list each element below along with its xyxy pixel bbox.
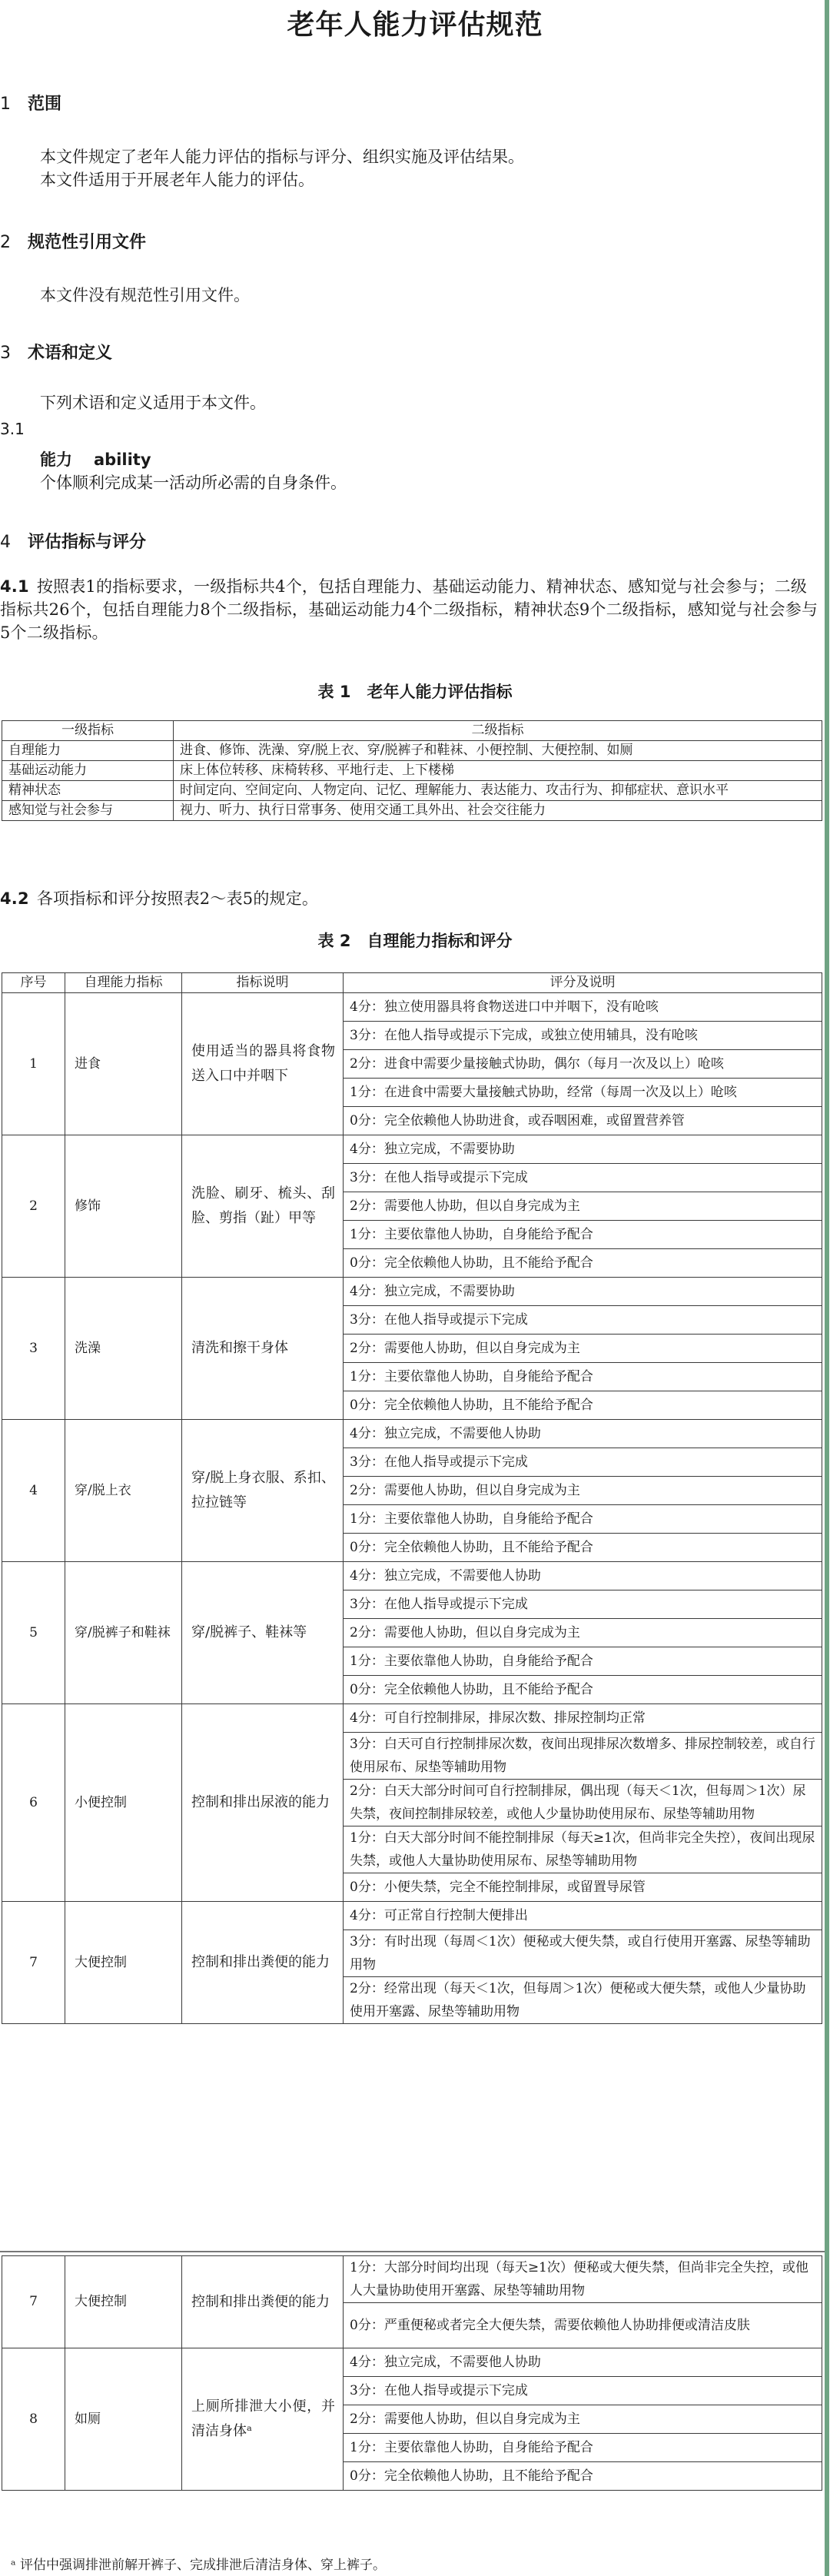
- table-2-caption: 表 2 自理能力指标和评分: [317, 932, 513, 950]
- score-cell: 1分：在进食中需要大量接触式协助，经常（每周一次及以上）呛咳: [344, 1079, 822, 1107]
- clause-number: 4.2: [0, 889, 29, 908]
- score-cell: 0分：完全依赖他人协助，且不能给予配合: [344, 1391, 822, 1420]
- score-cell: 1分：主要依靠他人协助，自身能给予配合: [344, 1363, 822, 1391]
- score-cell: 3分：在他人指导或提示下完成，或独立使用辅具，没有呛咳: [344, 1022, 822, 1050]
- row-number-cell: 4: [2, 1420, 65, 1562]
- score-cell: 1分：主要依靠他人协助，自身能给予配合: [344, 1505, 822, 1534]
- score-cell: 2分：白天大部分时间可自行控制排尿，偶出现（每天＜1次，但每周＞1次）尿失禁，夜间控制排尿较差，或他人少量协助使用尿布、尿垫等辅助用物: [344, 1780, 822, 1826]
- table-1-caption: 表 1 老年人能力评估指标: [317, 683, 513, 701]
- table-cell: 进食、修饰、洗澡、穿/脱上衣、穿/脱裤子和鞋袜、小便控制、大便控制、如厕: [174, 741, 822, 761]
- table-cell: 基础运动能力: [2, 761, 174, 781]
- score-cell: 2分：需要他人协助，但以自身完成为主: [344, 1335, 822, 1363]
- score-cell: 0分：小便失禁，完全不能控制排尿，或留置导尿管: [344, 1873, 822, 1902]
- section-number: 2: [0, 233, 11, 252]
- score-cell: 3分：在他人指导或提示下完成: [344, 1590, 822, 1619]
- score-cell: 4分：独立使用器具将食物送进口中并咽下，没有呛咳: [344, 993, 822, 1022]
- table-row: [2, 1562, 822, 1590]
- indicator-cell: 大便控制: [65, 1902, 182, 2024]
- section-2-paragraph: 本文件没有规范性引用文件。: [40, 286, 250, 304]
- score-cell: 3分：白天可自行控制排尿次数，夜间出现排尿次数增多、排尿控制较差，或自行使用尿布、尿垫等辅助用物: [344, 1733, 822, 1780]
- score-cell: 1分：主要依靠他人协助，自身能给予配合: [344, 1221, 822, 1249]
- table-row: [2, 761, 822, 781]
- table-cell: 视力、听力、执行日常事务、使用交通工具外出、社会交往能力: [174, 801, 822, 821]
- score-cell: 4分：独立完成，不需要他人协助: [344, 1562, 822, 1590]
- section-1-paragraph-1: 本文件规定了老年人能力评估的指标与评分、组织实施及评估结果。: [40, 148, 524, 166]
- indicator-cell: 穿/脱裤子和鞋袜: [65, 1562, 182, 1704]
- score-cell: 2分：经常出现（每天＜1次，但每周＞1次）便秘或大便失禁，或他人少量协助使用开塞露、尿垫等辅助用物: [344, 1977, 822, 2024]
- section-number: 3: [0, 344, 11, 363]
- term-english: ability: [94, 450, 151, 469]
- score-cell: 2分：需要他人协助，但以自身完成为主: [344, 1192, 822, 1221]
- score-cell: 2分：需要他人协助，但以自身完成为主: [344, 1619, 822, 1647]
- score-cell: 4分：独立完成，不需要协助: [344, 1135, 822, 1164]
- score-cell: 4分：独立完成，不需要他人协助: [344, 1420, 822, 1448]
- paragraph-4-2: [0, 887, 821, 910]
- score-cell: 4分：独立完成，不需要他人协助: [344, 2348, 822, 2377]
- score-cell: 3分：在他人指导或提示下完成: [344, 1306, 822, 1335]
- table-cell: 床上体位转移、床椅转移、平地行走、上下楼梯: [174, 761, 822, 781]
- table-2: [2, 972, 822, 2024]
- table-row: [2, 2256, 822, 2303]
- paragraph-4-1: [0, 575, 821, 644]
- section-title: 范围: [28, 95, 62, 114]
- term-ability: [40, 447, 151, 470]
- score-cell: 2分：需要他人协助，但以自身完成为主: [344, 2405, 822, 2434]
- score-cell: 0分：完全依赖他人协助，且不能给予配合: [344, 1249, 822, 1278]
- table-header-row: [2, 721, 822, 741]
- section-1-heading: [0, 91, 61, 115]
- score-cell: 0分：完全依赖他人协助，且不能给予配合: [344, 1534, 822, 1562]
- row-number-cell: 7: [2, 1902, 65, 2024]
- table-footnote: ᵃ 评估中强调排泄前解开裤子、完成排泄后清洁身体、穿上裤子。: [11, 2558, 386, 2573]
- clause-text: 各项指标和评分按照表2～表5的规定。: [36, 889, 319, 908]
- table-cell: 自理能力: [2, 741, 174, 761]
- row-number-cell: 3: [2, 1278, 65, 1420]
- table-row: [2, 1135, 822, 1164]
- section-title: 规范性引用文件: [28, 233, 147, 252]
- table-row: [2, 1420, 822, 1448]
- subsection-3-1-number: 3.1: [0, 420, 25, 438]
- score-cell: 1分：大部分时间均出现（每天≥1次）便秘或大便失禁，但尚非完全失控，或他人大量协助使用开塞露、尿垫等辅助用物: [344, 2256, 822, 2303]
- score-cell: 3分：有时出现（每周＜1次）便秘或大便失禁，或自行使用开塞露、尿垫等辅助用物: [344, 1930, 822, 1977]
- score-cell: 0分：完全依赖他人协助，且不能给予配合: [344, 2462, 822, 2491]
- table-cell: 精神状态: [2, 781, 174, 801]
- table-header-cell: 评分及说明: [344, 973, 822, 993]
- score-cell: 3分：在他人指导或提示下完成: [344, 1164, 822, 1192]
- section-title: 术语和定义: [28, 344, 113, 363]
- table-row: [2, 1278, 822, 1306]
- indicator-cell: 如厕: [65, 2348, 182, 2491]
- score-cell: 0分：严重便秘或者完全大便失禁，需要依赖他人协助排便或清洁皮肤: [344, 2303, 822, 2348]
- row-number-cell: 6: [2, 1704, 65, 1902]
- table-row: [2, 1902, 822, 1930]
- score-cell: 2分：进食中需要少量接触式协助，偶尔（每月一次及以上）呛咳: [344, 1050, 822, 1079]
- indicator-cell: 穿/脱上衣: [65, 1420, 182, 1562]
- score-cell: 0分：完全依赖他人协助进食，或吞咽困难，或留置营养管: [344, 1107, 822, 1135]
- table-row: [2, 2348, 822, 2377]
- indicator-description-cell: 控制和排出尿液的能力: [182, 1704, 344, 1902]
- row-number-cell: 7: [2, 2256, 65, 2348]
- score-cell: 1分：白天大部分时间不能控制排尿（每天≥1次，但尚非完全失控），夜间出现尿失禁，或他人大量协助使用尿布、尿垫等辅助用物: [344, 1826, 822, 1873]
- table-header-cell: 序号: [2, 973, 65, 993]
- document-title: 老年人能力评估规范: [287, 9, 543, 41]
- score-cell: 4分：独立完成，不需要协助: [344, 1278, 822, 1306]
- section-3-paragraph: 下列术语和定义适用于本文件。: [40, 394, 266, 412]
- indicator-cell: 洗澡: [65, 1278, 182, 1420]
- table-row: [2, 781, 822, 801]
- row-number-cell: 2: [2, 1135, 65, 1278]
- indicator-description-cell: 清洗和擦干身体: [182, 1278, 344, 1420]
- score-cell: 2分：需要他人协助，但以自身完成为主: [344, 1477, 822, 1505]
- section-1-paragraph-2: 本文件适用于开展老年人能力的评估。: [40, 171, 314, 189]
- indicator-description-cell: 洗脸、刷牙、梳头、刮脸、剪指（趾）甲等: [182, 1135, 344, 1278]
- table-header-cell: 二级指标: [174, 721, 822, 741]
- indicator-cell: 大便控制: [65, 2256, 182, 2348]
- indicator-description-cell: 控制和排出粪便的能力: [182, 1902, 344, 2024]
- score-cell: 3分：在他人指导或提示下完成: [344, 2377, 822, 2405]
- indicator-description-cell: 穿/脱上身衣服、系扣、拉拉链等: [182, 1420, 344, 1562]
- row-number-cell: 8: [2, 2348, 65, 2491]
- table-header-cell: 指标说明: [182, 973, 344, 993]
- section-2-heading: [0, 229, 146, 253]
- table-header-cell: 一级指标: [2, 721, 174, 741]
- clause-number: 4.1: [0, 577, 29, 596]
- section-4-heading: [0, 529, 146, 553]
- indicator-description-cell: 使用适当的器具将食物送入口中并咽下: [182, 993, 344, 1135]
- indicator-cell: 进食: [65, 993, 182, 1135]
- score-cell: 0分：完全依赖他人协助，且不能给予配合: [344, 1676, 822, 1704]
- term-definition: 个体顺利完成某一活动所必需的自身条件。: [40, 474, 347, 492]
- indicator-cell: 小便控制: [65, 1704, 182, 1902]
- page-edge-bar: [825, 0, 829, 2576]
- score-cell: 1分：主要依靠他人协助，自身能给予配合: [344, 2434, 822, 2462]
- table-cell: 时间定向、空间定向、人物定向、记忆、理解能力、表达能力、攻击行为、抑郁症状、意识水平: [174, 781, 822, 801]
- table-row: [2, 993, 822, 1022]
- score-cell: 1分：主要依靠他人协助，自身能给予配合: [344, 1647, 822, 1676]
- table-header-cell: 自理能力指标: [65, 973, 182, 993]
- table-row: [2, 1704, 822, 1733]
- score-cell: 3分：在他人指导或提示下完成: [344, 1448, 822, 1477]
- section-3-heading: [0, 340, 112, 364]
- indicator-cell: 修饰: [65, 1135, 182, 1278]
- score-cell: 4分：可正常自行控制大便排出: [344, 1902, 822, 1930]
- section-number: 1: [0, 95, 11, 114]
- term-chinese: 能力: [40, 450, 72, 469]
- indicator-description-cell: 上厕所排泄大小便，并清洁身体ᵃ: [182, 2348, 344, 2491]
- score-cell: 4分：可自行控制排尿，排尿次数、排尿控制均正常: [344, 1704, 822, 1733]
- page-break-divider: [0, 2251, 825, 2252]
- table-row: [2, 801, 822, 821]
- row-number-cell: 1: [2, 993, 65, 1135]
- indicator-description-cell: 控制和排出粪便的能力: [182, 2256, 344, 2348]
- table-1: [2, 720, 822, 821]
- table-header-row: [2, 973, 822, 993]
- row-number-cell: 5: [2, 1562, 65, 1704]
- table-2-continued: [2, 2255, 822, 2491]
- section-title: 评估指标与评分: [28, 533, 147, 552]
- clause-text: 按照表1的指标要求，一级指标共4个，包括自理能力、基础运动能力、精神状态、感知觉与社会参与；二级指标共26个，包括自理能力8个二级指标，基础运动能力4个二级指标，精神状态9个二级指标，感知觉与社会参与5个二级指标。: [0, 577, 818, 642]
- table-cell: 感知觉与社会参与: [2, 801, 174, 821]
- section-number: 4: [0, 533, 11, 552]
- table-row: [2, 741, 822, 761]
- indicator-description-cell: 穿/脱裤子、鞋袜等: [182, 1562, 344, 1704]
